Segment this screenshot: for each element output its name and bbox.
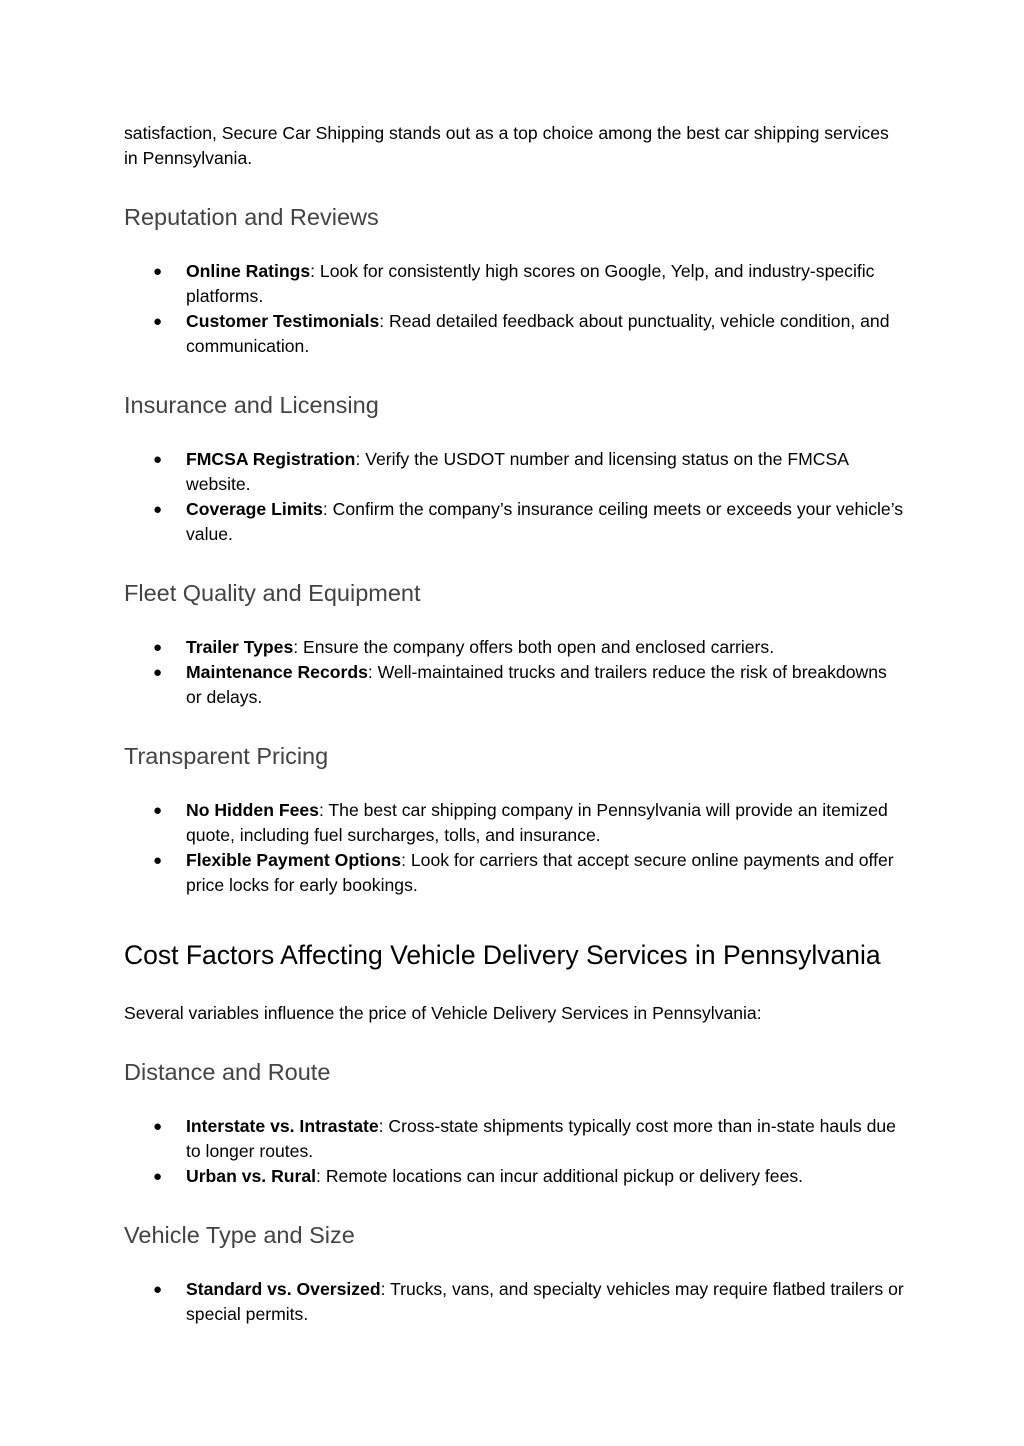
item-label: Standard vs. Oversized	[186, 1278, 381, 1299]
section-heading-distance: Distance and Route	[124, 1058, 331, 1085]
intro-paragraph: satisfaction, Secure Car Shipping stands out as a top choice among the best car shipping services in Pennsylvania.	[124, 123, 889, 168]
list-item	[124, 447, 904, 497]
bullet-list	[124, 1277, 904, 1327]
bullet-icon: ●	[153, 664, 163, 681]
list-item	[124, 660, 904, 710]
bullet-icon: ●	[153, 802, 163, 819]
bullet-list	[124, 798, 904, 898]
section-heading-pricing: Transparent Pricing	[124, 743, 329, 769]
bullet-list	[124, 259, 904, 359]
item-text: : Remote locations can incur additional pickup or delivery fees.	[316, 1165, 804, 1186]
item-text: : Verify the USDOT number and licensing status on the FMCSA website.	[186, 449, 848, 494]
bullet-list	[124, 1114, 904, 1189]
list-item	[124, 259, 904, 309]
item-label: Coverage Limits	[186, 499, 323, 519]
bullet-icon: ●	[153, 639, 163, 656]
list-item	[124, 848, 904, 898]
item-label: Trailer Types	[186, 637, 294, 657]
list-item	[124, 497, 904, 547]
section-heading-insurance: Insurance and Licensing	[124, 392, 379, 418]
section-heading-vehicle-type: Vehicle Type and Size	[124, 1221, 355, 1248]
cost-factors-heading: Cost Factors Affecting Vehicle Delivery Services in Pennsylvania	[124, 940, 881, 970]
item-text: : Look for carriers that accept secure online payments and offer price locks for early bookings.	[186, 850, 894, 895]
bullet-icon: ●	[153, 1117, 163, 1135]
bullet-list	[124, 635, 904, 710]
item-label: Flexible Payment Options	[186, 850, 402, 870]
list-item	[124, 1277, 904, 1327]
item-text: : Trucks, vans, and specialty vehicles may require flatbed trailers or special permits.	[186, 1278, 904, 1324]
item-text: : Ensure the company offers both open and enclosed carriers.	[293, 637, 775, 657]
section-heading-reputation: Reputation and Reviews	[124, 204, 379, 230]
item-label: No Hidden Fees	[186, 800, 319, 820]
item-label: Interstate vs. Intrastate	[186, 1115, 379, 1136]
item-label: FMCSA Registration	[186, 449, 356, 469]
bullet-icon: ●	[153, 501, 163, 518]
bullet-icon: ●	[153, 1167, 163, 1185]
bullet-icon: ●	[153, 313, 163, 330]
item-label: Customer Testimonials	[186, 311, 380, 331]
item-text: : Cross‑state shipments typically cost more than in‑state hauls due to longer routes.	[186, 1115, 896, 1161]
cost-intro-paragraph: Several variables influence the price of Vehicle Delivery Services in Pennsylvania:	[124, 1002, 762, 1023]
item-label: Online Ratings	[186, 261, 311, 281]
bullet-icon: ●	[153, 852, 163, 869]
section-heading-fleet: Fleet Quality and Equipment	[124, 580, 421, 606]
list-item	[124, 309, 904, 359]
bullet-icon: ●	[153, 263, 163, 280]
item-text: : Read detailed feedback about punctuality, vehicle condition, and communication.	[186, 311, 890, 356]
document-page	[124, 121, 904, 1327]
list-item	[124, 1114, 904, 1164]
item-text: : Look for consistently high scores on Google, Yelp, and industry‑specific platforms.	[186, 261, 875, 306]
list-item	[124, 635, 904, 660]
item-text: : The best car shipping company in Pennsylvania will provide an itemized quote, including fuel surcharges, tolls, and insurance.	[186, 800, 888, 845]
bullet-icon: ●	[153, 451, 163, 468]
item-text: : Well‑maintained trucks and trailers reduce the risk of breakdowns or delays.	[186, 662, 887, 707]
item-label: Maintenance Records	[186, 662, 368, 682]
item-text: : Confirm the company’s insurance ceiling meets or exceeds your vehicle’s value.	[186, 499, 904, 544]
bullet-list	[124, 447, 904, 547]
list-item	[124, 1164, 904, 1189]
item-label: Urban vs. Rural	[186, 1165, 317, 1186]
list-item	[124, 798, 904, 848]
bullet-icon: ●	[153, 1280, 163, 1298]
